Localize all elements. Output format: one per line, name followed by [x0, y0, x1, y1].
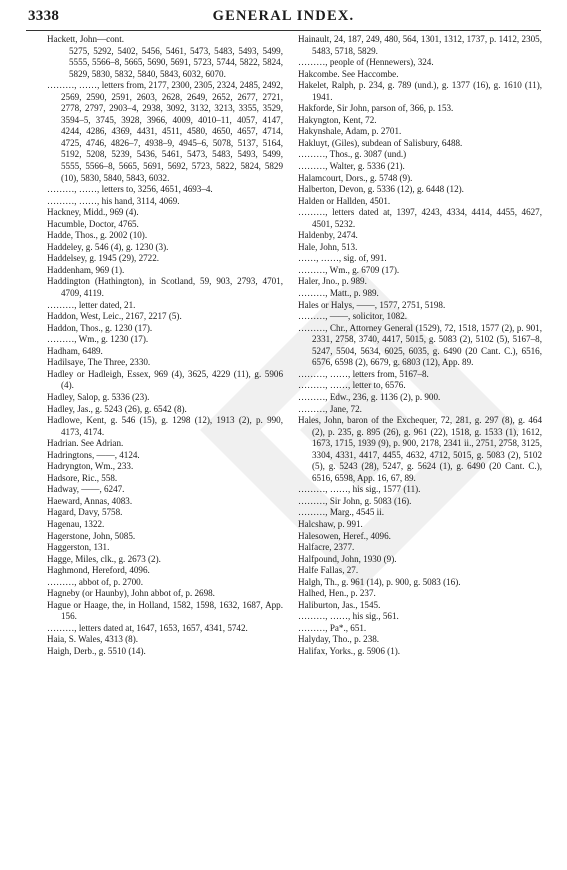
index-entry: ………, Chr., Attorney General (1529), 72, 1518, 1577 (2), p. 901, 2331, 2758, 3740, 4417, 5015, g. 5083 (2), 5102 (5), 5167–8, 5247, 5504, 5634, 6025, 6035, g. 6490 (20 Cant. C.), 6516, 6576, 6598 (2), 6679, g. 6803 (12), App. 89.: [298, 322, 542, 368]
index-entry: Haldenby, 2474.: [298, 230, 358, 241]
index-entry: ………, ……, his sig., 561.: [298, 611, 399, 622]
index-entry: ………, Wm., g. 1230 (17).: [47, 334, 149, 345]
index-entry: ………, Jane, 72.: [298, 403, 362, 414]
index-entry: Halfpound, John, 1930 (9).: [298, 553, 397, 564]
header-rule: [26, 30, 541, 31]
index-entry: ………, ……, letters from, 5167–8.: [298, 368, 429, 379]
index-entry: Haliburton, Jas., 1545.: [298, 599, 381, 610]
index-entry: Hakforde, Sir John, parson of, 366, p. 153.: [298, 103, 454, 114]
index-entry: ………, ——, solicitor, 1082.: [298, 311, 408, 322]
index-entry: Hakcombe. See Haccombe.: [298, 68, 399, 79]
index-entry: ………, ……, letter to, 6576.: [298, 380, 406, 391]
left-column: [47, 34, 283, 658]
index-entry: Hadlowe, Kent, g. 546 (15), g. 1298 (12), 1913 (2), p. 990, 4173, 4174.: [47, 415, 283, 437]
index-entry: Haddon, West, Leic., 2167, 2217 (5).: [47, 311, 182, 322]
index-entry: Hagenau, 1322.: [47, 518, 105, 529]
index-entry: Hadley or Hadleigh, Essex, 969 (4), 3625, 4229 (11), g. 5906 (4).: [47, 368, 283, 391]
index-entry: Haler, Jno., p. 989.: [298, 276, 367, 287]
index-entry: Haddington (Hathington), in Scotland, 59, 903, 2793, 4701, 4709, 4119.: [47, 276, 283, 299]
index-entry: Hackett, John—cont.: [47, 34, 125, 44]
index-entry: Hagard, Davy, 5758.: [47, 507, 123, 518]
index-entry: ………, ……, his sig., 1577 (11).: [298, 484, 421, 495]
index-entry: Hale, John, 513.: [298, 241, 358, 252]
index-entry: Hague or Haage, the, in Holland, 1582, 1598, 1632, 1687, App. 156.: [47, 599, 283, 622]
index-entry: ……, ……, sig. of, 991.: [298, 253, 387, 264]
index-entry: Halcshaw, p. 991.: [298, 518, 363, 529]
index-entry: Halifax, Yorks., g. 5906 (1).: [298, 645, 401, 656]
index-entry: Halamcourt, Dors., g. 5748 (9).: [298, 172, 413, 183]
index-entry: Halden or Hallden, 4501.: [298, 195, 391, 206]
index-entry: ………, Sir John, g. 5083 (16).: [298, 495, 412, 506]
index-entry: Hadilsaye, The Three, 2330.: [47, 357, 151, 368]
index-entry: Hadde, Thos., g. 2002 (10).: [47, 230, 148, 241]
index-entry: ………, ……, his hand, 3114, 4069.: [47, 195, 180, 206]
index-entry: Hacumble, Doctor, 4765.: [47, 218, 139, 229]
index-entry: Halesowen, Heref., 4096.: [298, 530, 391, 541]
index-entry: Hales or Halys, ——, 1577, 2751, 5198.: [298, 299, 446, 310]
index-entry: Hadringtons, ——, 4124.: [47, 449, 140, 460]
right-column: [298, 34, 542, 658]
index-entry: Halfe Fallas, 27.: [298, 565, 359, 576]
index-entry: ………, Wm., g. 6709 (17).: [298, 264, 400, 275]
index-entry: ………, Marg., 4545 ii.: [298, 507, 384, 518]
index-entry: Hakynshale, Adam, p. 2701.: [298, 126, 402, 137]
index-entry: ………, ……, letters to, 3256, 4651, 4693–4.: [47, 184, 213, 195]
index-entry: Hadway, ——, 6247.: [47, 484, 125, 495]
index-entry: ………, letters dated at, 1397, 4243, 4334, 4414, 4455, 4627, 4501, 5232.: [298, 207, 542, 229]
index-entry: Haeward, Annas, 4083.: [47, 495, 133, 506]
index-entry: Hagerstone, John, 5085.: [47, 530, 136, 541]
index-entry: ………, letters dated at, 1647, 1653, 1657, 4341, 5742.: [47, 622, 248, 633]
index-entry: Halfacre, 2377.: [298, 542, 355, 553]
index-entry: Halhed, Hen., p. 237.: [298, 588, 376, 599]
index-entry: ………, abbot of, p. 2700.: [47, 576, 143, 587]
index-entry: Haggerston, 131.: [47, 542, 110, 553]
index-entry: ………, ……, letters from, 2177, 2300, 2305, 2324, 2485, 2492, 2569, 2590, 2591, 2603, 2628, 2649, 2652, 2677, 2721, 2778, 2797, 2903–4, 2938, 3092, 3132, 3213, 3355, 3529, 3594–5, 3745, 3928, 3966, 4009, 4010–11, 4057, 4147, 4244, 4286, 4369, 4431, 4511, 4580, 4650, 4657, 4714, 4725, 4746, 4826–7, 4938–9, 4945–6, 5078, 5137, 5164, 5192, 5208, 5239, 5436, 5461, 5473, 5483, 5493, 5499, 5555, 5566–8, 5665, 5691, 5692, 5723, 5822, 5824, 5829 (10), 5830, 5840, 5843, 6032.: [47, 80, 283, 183]
index-entry: Hadsore, Ric., 558.: [47, 472, 118, 483]
index-entry: Haddeley, g. 546 (4), g. 1230 (3).: [47, 241, 169, 252]
index-entry: Hagge, Miles, clk., g. 2673 (2).: [47, 553, 161, 564]
index-entry: Halgh, Th., g. 961 (14), p. 900, g. 5083 (16).: [298, 576, 461, 587]
page-header: [28, 8, 539, 26]
index-entry: 5275, 5292, 5402, 5456, 5461, 5473, 5483, 5493, 5499, 5555, 5566–8, 5665, 5690, 5691, 5723, 5744, 5822, 5824, 5829, 5830, 5832, 5840, 5843, 6032, 6070.: [69, 45, 283, 79]
index-entry: ………, Walter, g. 5336 (21).: [298, 161, 405, 172]
index-entry: ………, Edw., 236, g. 1136 (2), p. 900.: [298, 391, 441, 402]
index-entry: Hadryngton, Wm., 233.: [47, 461, 134, 472]
index-entry: Hakyngton, Kent, 72.: [298, 114, 377, 125]
index-entry: Hakelet, Ralph, p. 234, g. 789 (und.), g. 1377 (16), g. 1610 (11), 1941.: [298, 80, 542, 102]
index-entry: Haghmond, Hereford, 4096.: [47, 565, 150, 576]
index-entry: ………, people of (Hennewers), 324.: [298, 57, 434, 68]
index-entry: Hadham, 6489.: [47, 345, 103, 356]
page-number: 3338: [28, 8, 60, 24]
index-entry: Haddenham, 969 (1).: [47, 264, 125, 275]
index-entry: Hagneby (or Haunby), John abbot of, p. 2698.: [47, 588, 215, 599]
index-entry: ………, letter dated, 21.: [47, 299, 136, 310]
index-entry: Haigh, Derb., g. 5510 (14).: [47, 645, 146, 656]
index-entry: Hakluyt, (Giles), subdean of Salisbury, 6488.: [298, 137, 463, 148]
index-entry: Haddelsey, g. 1945 (29), 2722.: [47, 253, 160, 264]
index-entry: ………, Pa*., 651.: [298, 622, 367, 633]
index-entry: ………, Thos., g. 3087 (und.): [298, 149, 407, 160]
index-entry: Hales, John, baron of the Exchequer, 72, 281, g. 297 (8), g. 464 (2), p. 235, g. 895 (26), g. 961 (22), 1518, g. 1533 (1), 1612, 1673, 1715, 1939 (9), p. 900, 2178, 2341 ii., 2751, 2758, 3125, 3304, 4331, 4417, 4455, 4632, 4712, 5015, g. 5083 (2), 5102 (5), g. 5243 (28), 5247, g. 5624 (1), g. 6490 (20 Cant. C.), 6516, 6598, App. 16, 67, 89.: [298, 415, 542, 483]
index-entry: Haddon, Thos., g. 1230 (17).: [47, 322, 153, 333]
index-entry: Hackney, Midd., 969 (4).: [47, 207, 139, 218]
index-entry: Hadley, Jas., g. 5243 (26), g. 6542 (8).: [47, 403, 187, 414]
index-entry: Hadley, Salop, g. 5336 (23).: [47, 391, 150, 402]
index-entry: ………, Matt., p. 989.: [298, 288, 379, 299]
index-entry: Halberton, Devon, g. 5336 (12), g. 6448 (12).: [298, 184, 464, 195]
index-entry: Hadrian. See Adrian.: [47, 438, 124, 449]
index-entry: Hainault, 24, 187, 249, 480, 564, 1301, 1312, 1737, p. 1412, 2305, 5483, 5718, 5829.: [298, 34, 542, 56]
index-entry: Halyday, Tho., p. 238.: [298, 634, 380, 645]
index-entry: Haia, S. Wales, 4313 (8).: [47, 634, 139, 645]
page-title: GENERAL INDEX.: [212, 8, 355, 24]
